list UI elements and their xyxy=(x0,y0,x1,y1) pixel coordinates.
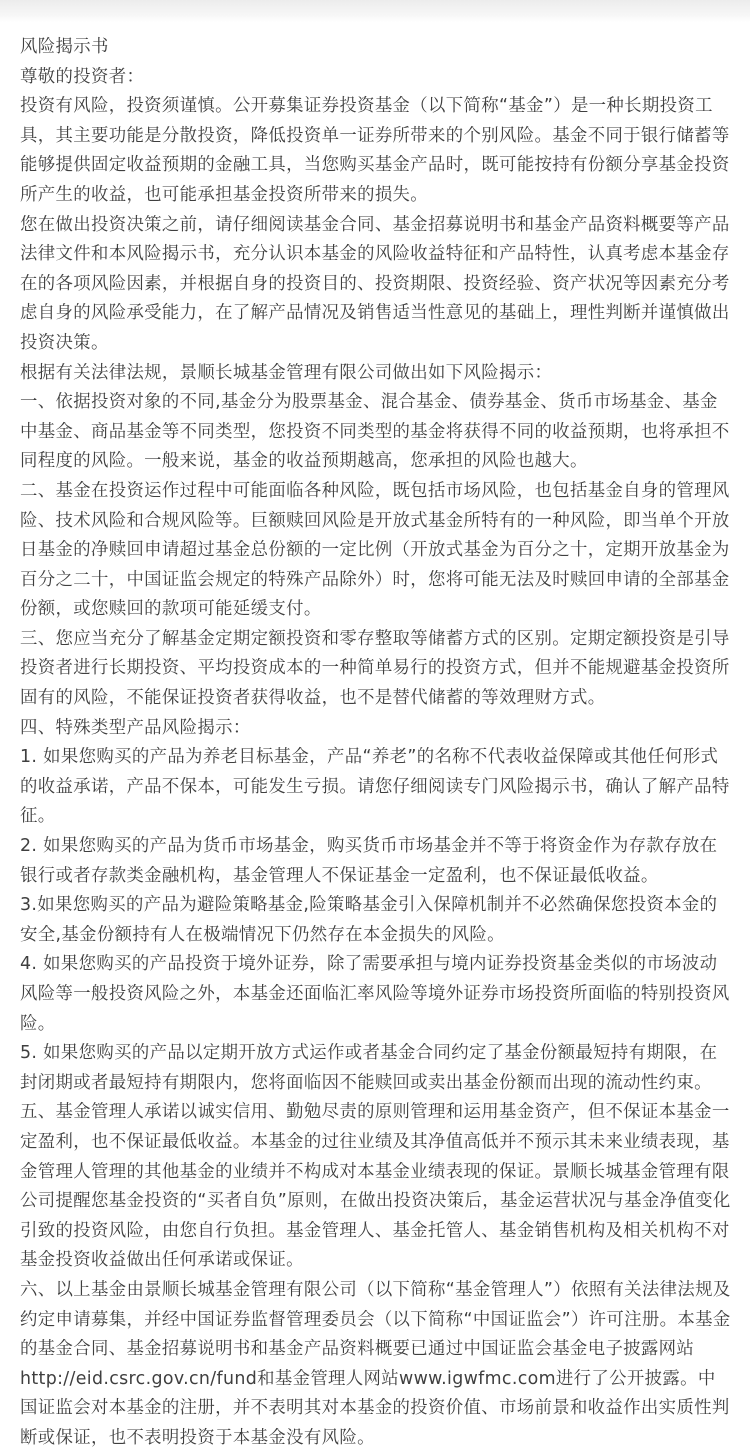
paragraph-section-1: 一、依据投资对象的不同,基金分为股票基金、混合基金、债券基金、货币市场基金、基金中基金、商品基金等不同类型，您投资不同类型的基金将获得不同的收益预期，也将承担不同程度的风险。一般来说，基金的收益预期越高，您承担的风险也越大。 xyxy=(20,392,730,472)
paragraph-before-decision: 您在做出投资决策之前，请仔细阅读基金合同、基金招募说明书和基金产品资料概要等产品法律文件和本风险揭示书，充分认识本基金的风险收益特征和产品特性，认真考虑本基金存在的各项风险因素，并根据自身的投资目的、投资期限、投资经验、资产状况等因素充分考虑自身的风险承受能力，在了解产品情况及销售适当性意见的基础上，理性判断并谨慎做出投资决策。 xyxy=(20,214,730,353)
top-shadow-bar xyxy=(0,0,750,22)
paragraph-item-4: 4. 如果您购买的产品投资于境外证券，除了需要承担与境内证券投资基金类似的市场波动风险等一般投资风险之外，本基金还面临汇率风险等境外证券市场投资所面临的特别投资风险。 xyxy=(20,954,730,1034)
paragraph-section-3: 三、您应当充分了解基金定期定额投资和零存整取等储蓄方式的区别。定期定额投资是引导投资者进行长期投资、平均投资成本的一种简单易行的投资方式，但并不能规避基金投资所固有的风险，不能保证投资者获得收益，也不是替代储蓄的等效理财方式。 xyxy=(20,628,730,709)
paragraph-item-2: 2. 如果您购买的产品为货币市场基金，购买货币市场基金并不等于将资金作为存款存放在银行或者存款类金融机构，基金管理人不保证基金一定盈利，也不保证最低收益。 xyxy=(20,836,718,886)
paragraph-section-4-heading: 四、特殊类型产品风险揭示： xyxy=(20,717,251,738)
paragraph-legal-basis: 根据有关法律法规，景顺长城基金管理有限公司做出如下风险揭示： xyxy=(20,362,553,383)
paragraph-section-6: 六、以上基金由景顺长城基金管理有限公司（以下简称“基金管理人”）依照有关法律法规及约定申请募集，并经中国证券监督管理委员会（以下简称“中国证监会”）许可注册。本基金的基金合同、基金招募说明书和基金产品资料概要已通过中国证监会基金电子披露网站http://eid.csrc.gov.cn/fund和基金管理人网站www.igwfmc.com进行了公开披露。中国证监会对本基金的注册，并不表明其对本基金的投资价值、市场前景和收益作出实质性判断或保证，也不表明投资于本基金没有风险。 xyxy=(20,1279,731,1448)
risk-disclosure-document xyxy=(20,33,732,1454)
document-title: 风险揭示书 xyxy=(20,37,109,57)
paragraph-intro: 投资有风险，投资须谨慎。公开募集证券投资基金（以下简称“基金”）是一种长期投资工具，其主要功能是分散投资，降低投资单一证券所带来的个别风险。基金不同于银行储蓄等能够提供固定收益预期的金融工具，当您购买基金产品时，既可能按持有份额分享基金投资所产生的收益，也可能承担基金投资所带来的损失。 xyxy=(20,96,730,205)
paragraph-section-5: 五、基金管理人承诺以诚实信用、勤勉尽责的原则管理和运用基金资产，但不保证本基金一定盈利，也不保证最低收益。本基金的过往业绩及其净值高低并不预示其未来业绩表现，基金管理人管理的其他基金的业绩并不构成对本基金业绩表现的保证。景顺长城基金管理有限公司提醒您基金投资的“买者自负”原则，在做出投资决策后，基金运营状况与基金净值变化引致的投资风险，由您自行负担。基金管理人、基金托管人、基金销售机构及相关机构不对基金投资收益做出任何承诺或保证。 xyxy=(20,1102,731,1271)
paragraph-item-3: 3.如果您购买的产品为避险策略基金,险策略基金引入保障机制并不必然确保您投资本金的安全,基金份额持有人在极端情况下仍然存在本金损失的风险。 xyxy=(20,895,718,945)
greeting: 尊敬的投资者： xyxy=(20,66,145,87)
paragraph-section-2: 二、基金在投资运作过程中可能面临各种风险，既包括市场风险，也包括基金自身的管理风险、技术风险和合规风险等。巨额赎回风险是开放式基金所特有的一种风险，即当单个开放日基金的净赎回申请超过基金总份额的一定比例（开放式基金为百分之十，定期开放基金为百分之二十，中国证监会规定的特殊产品除外）时，您将可能无法及时赎回申请的全部基金份额，或您赎回的款项可能延缓支付。 xyxy=(20,480,730,620)
paragraph-item-1: 1. 如果您购买的产品为养老目标基金，产品“养老”的名称不代表收益保障或其他任何形式的收益承诺，产品不保本，可能发生亏损。请您仔细阅读专门风险揭示书，确认了解产品特征。 xyxy=(20,747,730,827)
paragraph-item-5: 5. 如果您购买的产品以定期开放方式运作或者基金合同约定了基金份额最短持有期限，在封闭期或者最短持有期限内，您将面临因不能赎回或卖出基金份额而出现的流动性约束。 xyxy=(20,1043,718,1093)
